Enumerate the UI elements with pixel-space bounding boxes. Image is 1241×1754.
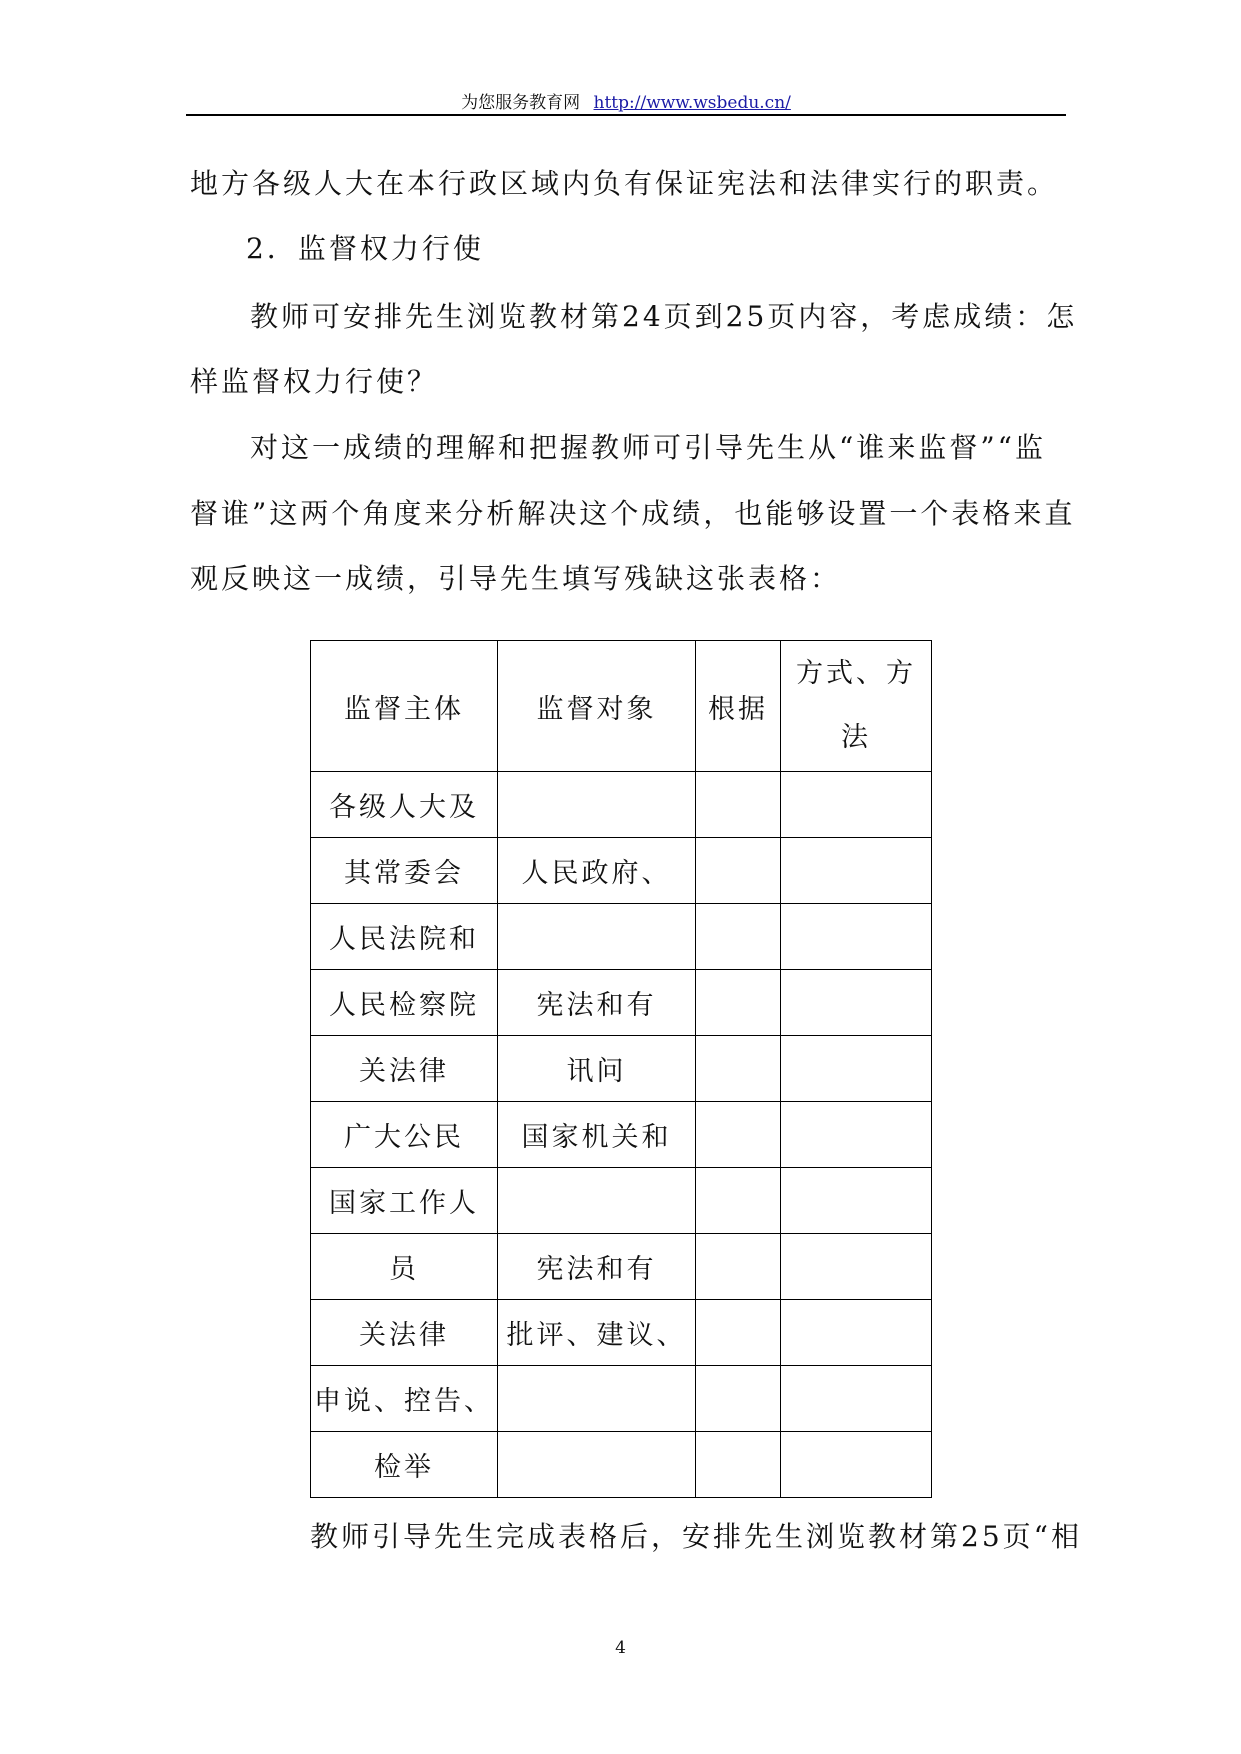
table-cell <box>781 904 932 970</box>
table-cell <box>696 772 781 838</box>
table-cell <box>498 1366 696 1432</box>
paragraph-line: 教师可安排先生浏览教材第24页到25页内容，考虑成绩：怎 <box>250 300 1078 333</box>
table-row <box>311 772 932 838</box>
table-cell: 申说、控告、 <box>311 1366 498 1432</box>
table-row <box>311 1168 932 1234</box>
table-cell <box>498 904 696 970</box>
table-cell <box>696 838 781 904</box>
header-cell: 监督对象 <box>498 641 696 772</box>
table-cell <box>498 772 696 838</box>
page-number: 4 <box>615 1638 626 1658</box>
supervision-table <box>310 640 932 1498</box>
table-cell <box>696 1168 781 1234</box>
paragraph-line: 地方各级人大在本行政区域内负有保证宪法和法律实行的职责。 <box>190 167 1059 200</box>
table-cell: 人民检察院 <box>311 970 498 1036</box>
table-cell: 检举 <box>311 1432 498 1498</box>
table-cell <box>781 1036 932 1102</box>
site-name: 为您服务教育网 <box>461 93 581 113</box>
table-cell <box>696 1234 781 1300</box>
table-cell <box>781 970 932 1036</box>
header-cell-line: 法 <box>841 722 871 753</box>
table-cell <box>781 838 932 904</box>
table-cell: 其常委会 <box>311 838 498 904</box>
header-cell-line: 方式、方 <box>796 658 916 689</box>
table-row <box>311 1036 932 1102</box>
table-cell <box>696 1366 781 1432</box>
paragraph-line: 教师引导先生完成表格后，安排先生浏览教材第25页“相 <box>310 1520 1082 1553</box>
table-row <box>311 1102 932 1168</box>
table-cell <box>781 1168 932 1234</box>
table-cell <box>696 1432 781 1498</box>
paragraph-line: 观反映这一成绩，引导先生填写残缺这张表格： <box>190 562 842 595</box>
table-cell <box>781 772 932 838</box>
table-row <box>311 970 932 1036</box>
table-cell: 人民政府、 <box>498 838 696 904</box>
site-link[interactable]: http://www.wsbedu.cn/ <box>593 93 791 113</box>
table-cell <box>696 1036 781 1102</box>
table-cell: 宪法和有 <box>498 970 696 1036</box>
paragraph-line: 对这一成绩的理解和把握教师可引导先生从“谁来监督”“监 <box>250 431 1046 464</box>
table-cell <box>781 1432 932 1498</box>
table-row <box>311 904 932 970</box>
table-cell <box>781 1366 932 1432</box>
table-cell <box>696 970 781 1036</box>
table-cell <box>498 1168 696 1234</box>
table-cell: 关法律 <box>311 1036 498 1102</box>
table-cell: 宪法和有 <box>498 1234 696 1300</box>
table-header-row <box>311 641 932 772</box>
table-cell <box>696 1300 781 1366</box>
header-cell <box>781 641 932 772</box>
table-cell: 国家机关和 <box>498 1102 696 1168</box>
header-cell: 监督主体 <box>311 641 498 772</box>
table-cell: 批评、建议、 <box>498 1300 696 1366</box>
table-cell: 员 <box>311 1234 498 1300</box>
table-cell <box>781 1234 932 1300</box>
table-row <box>311 1234 932 1300</box>
table-cell: 人民法院和 <box>311 904 498 970</box>
table-cell: 广大公民 <box>311 1102 498 1168</box>
table-cell: 讯问 <box>498 1036 696 1102</box>
section-heading: 2．监督权力行使 <box>246 232 484 265</box>
paragraph-line: 督谁”这两个角度来分析解决这个成绩，也能够设置一个表格来直 <box>190 497 1076 530</box>
table-row <box>311 838 932 904</box>
table-cell <box>498 1432 696 1498</box>
table-cell <box>781 1300 932 1366</box>
table-cell: 关法律 <box>311 1300 498 1366</box>
table-cell <box>696 1102 781 1168</box>
table-cell: 国家工作人 <box>311 1168 498 1234</box>
table-cell <box>781 1102 932 1168</box>
table-cell <box>696 904 781 970</box>
table-row <box>311 1432 932 1498</box>
table-row <box>311 1300 932 1366</box>
table-row <box>311 1366 932 1432</box>
page-header <box>186 88 1066 113</box>
header-cell: 根据 <box>696 641 781 772</box>
header-rule <box>186 114 1066 116</box>
paragraph-line: 样监督权力行使？ <box>190 365 439 398</box>
table-cell: 各级人大及 <box>311 772 498 838</box>
